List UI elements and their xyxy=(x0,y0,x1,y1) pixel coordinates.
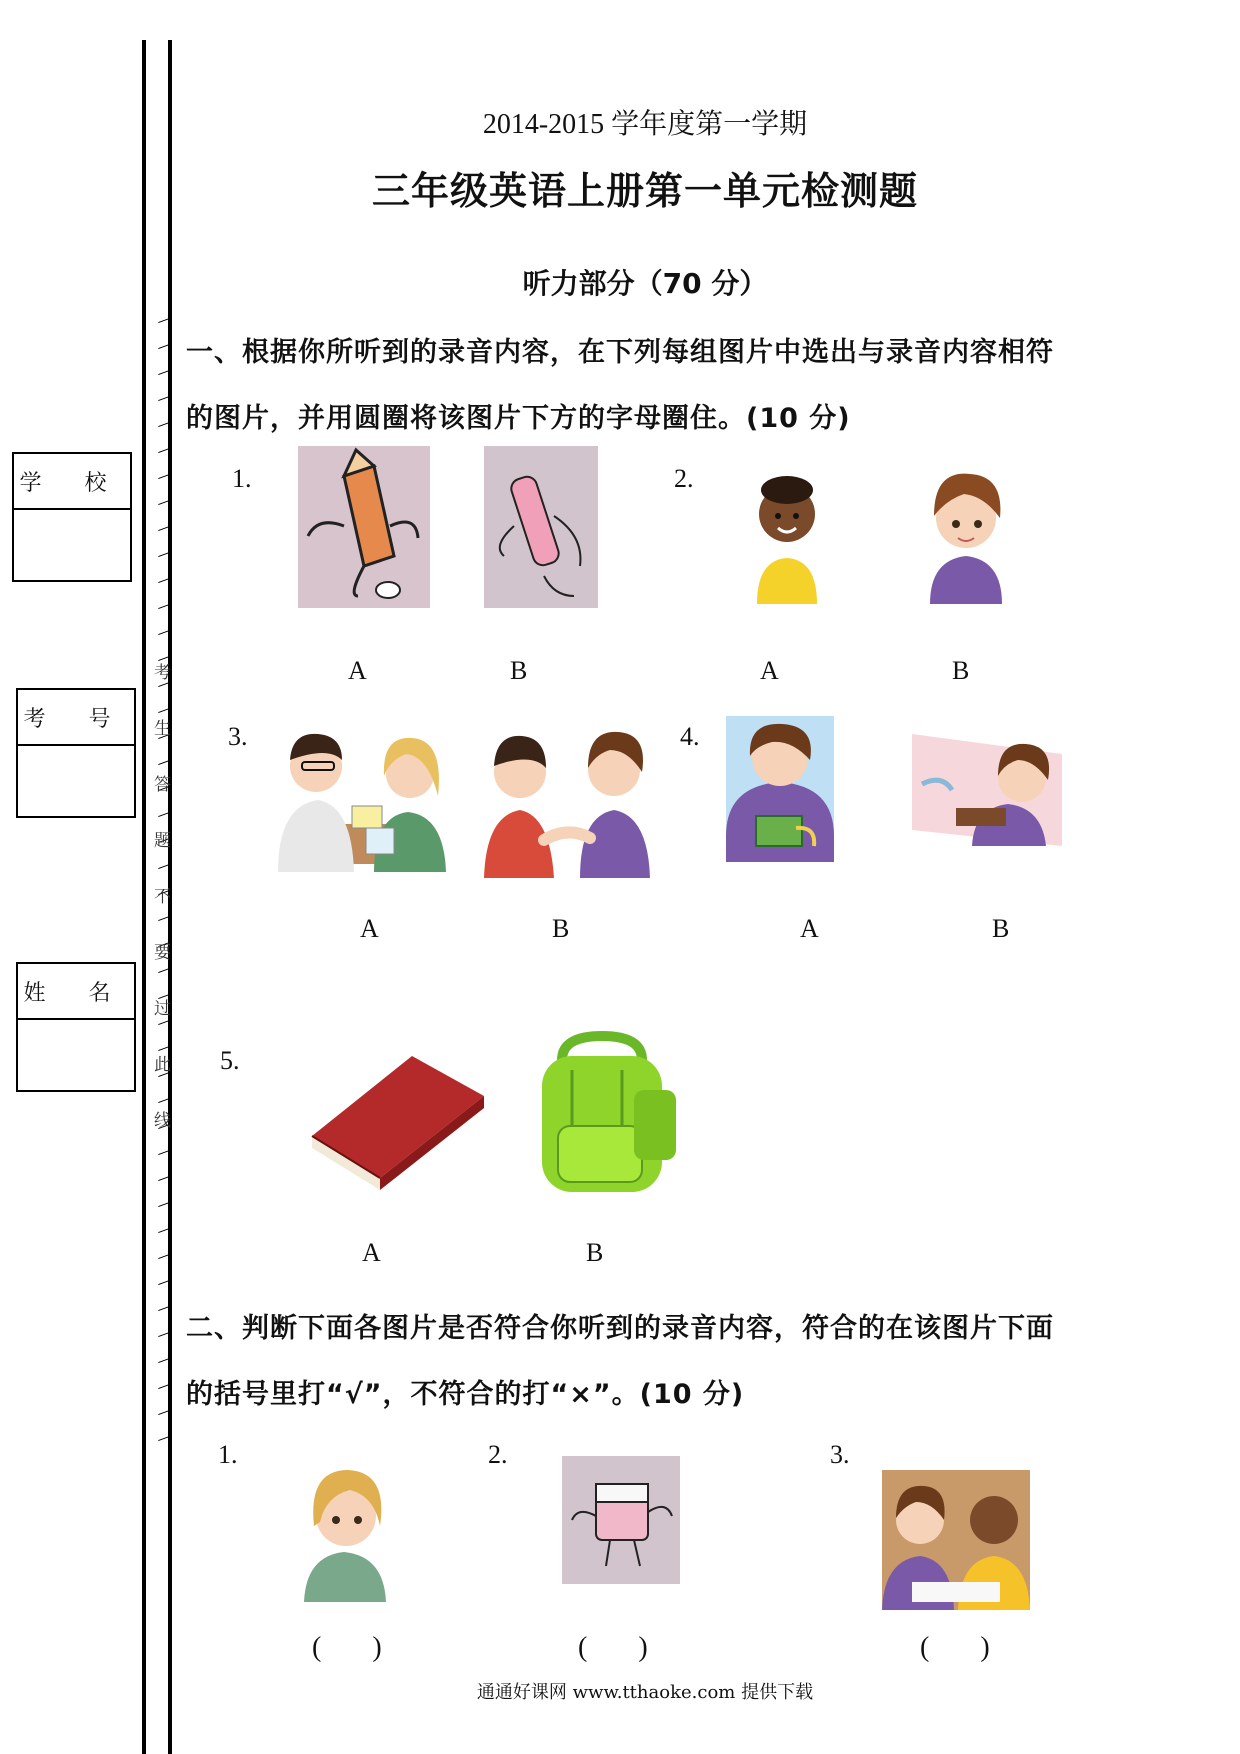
q1-item-number: 3. xyxy=(228,722,248,751)
seal-tick xyxy=(158,1254,170,1259)
q1-option-a[interactable]: A xyxy=(348,656,367,685)
q2-answer-paren[interactable]: ( ) xyxy=(578,1632,670,1663)
seal-tick xyxy=(158,1332,170,1337)
eraser-icon[interactable] xyxy=(562,1456,680,1588)
seal-tick xyxy=(158,630,170,635)
seal-tick xyxy=(158,968,170,973)
seal-tick xyxy=(158,1020,170,1025)
seal-tick xyxy=(158,1098,170,1103)
q1-item-number: 1. xyxy=(232,464,252,493)
seal-char: 答 xyxy=(154,775,171,795)
red-book-icon[interactable] xyxy=(292,1048,484,1194)
q2-item-number: 2. xyxy=(488,1440,508,1469)
boy-purple-icon[interactable] xyxy=(924,460,1008,608)
pencil-icon[interactable] xyxy=(298,446,430,612)
girl-icon[interactable] xyxy=(300,1456,390,1606)
seal-tick xyxy=(158,526,170,531)
q1-option-b[interactable]: B xyxy=(992,914,1010,943)
q1-instruction-line2: 的图片，并用圆圈将该图片下方的字母圈住。(10 分) xyxy=(186,403,851,434)
seal-tick xyxy=(158,1280,170,1285)
q1-option-b[interactable]: B xyxy=(510,656,528,685)
seal-tick xyxy=(158,396,170,401)
q1-option-a[interactable]: A xyxy=(800,914,819,943)
seal-tick xyxy=(158,474,170,479)
seal-char: 要 xyxy=(154,943,171,963)
q1-option-a[interactable]: A xyxy=(360,914,379,943)
pencil-box-icon[interactable] xyxy=(912,734,1062,850)
seal-tick xyxy=(158,1202,170,1207)
exam-title: 三年级英语上册第一单元检测题 xyxy=(371,169,918,213)
seal-tick xyxy=(158,422,170,427)
q1-option-a[interactable]: A xyxy=(760,656,779,685)
handshake-icon[interactable] xyxy=(484,716,650,882)
seal-tick xyxy=(158,916,170,921)
seal-char: 考 xyxy=(154,663,171,683)
seal-tick xyxy=(158,604,170,609)
seal-tick xyxy=(158,344,170,349)
school-box xyxy=(12,452,132,582)
q1-item-number: 5. xyxy=(220,1046,240,1075)
seal-tick xyxy=(158,812,170,817)
exam-number-box xyxy=(16,688,136,818)
q2-instruction-line2: 的括号里打“√”，不符合的打“×”。(10 分) xyxy=(186,1379,745,1410)
seal-tick xyxy=(158,1436,170,1441)
seal-char: 线 xyxy=(154,1111,171,1131)
two-boys-icon[interactable] xyxy=(882,1470,1030,1614)
section-title: 听力部分（70 分） xyxy=(522,267,768,300)
seal-tick xyxy=(158,708,170,713)
seal-tick xyxy=(158,370,170,375)
name-box xyxy=(16,962,136,1092)
school-field[interactable] xyxy=(14,510,130,580)
q1-option-b[interactable]: B xyxy=(952,656,970,685)
q2-item-number: 3. xyxy=(830,1440,850,1469)
seal-char: 不 xyxy=(154,887,171,907)
q2-answer-paren[interactable]: ( ) xyxy=(312,1632,404,1663)
green-backpack-icon[interactable] xyxy=(522,1030,682,1198)
pen-icon[interactable] xyxy=(484,446,598,612)
q2-instruction-line1: 二、判断下面各图片是否符合你听到的录音内容，符合的在该图片下面 xyxy=(186,1313,1054,1344)
seal-tick xyxy=(158,1150,170,1155)
seal-tick xyxy=(158,1358,170,1363)
seal-char: 此 xyxy=(154,1055,171,1075)
school-label: 学 校 xyxy=(14,454,130,510)
q1-option-b[interactable]: B xyxy=(586,1238,604,1267)
seal-tick xyxy=(158,1306,170,1311)
name-label: 姓 名 xyxy=(18,964,134,1020)
footer-credit: 通通好课网 www.tthaoke.com 提供下载 xyxy=(476,1682,814,1703)
seal-tick xyxy=(158,864,170,869)
seal-tick xyxy=(158,1384,170,1389)
q1-option-a[interactable]: A xyxy=(362,1238,381,1267)
q2-answer-paren[interactable]: ( ) xyxy=(920,1632,1012,1663)
seal-tick xyxy=(158,578,170,583)
q1-item-number: 2. xyxy=(674,464,694,493)
seal-tick xyxy=(158,448,170,453)
term-title: 2014-2015 学年度第一学期 xyxy=(482,109,808,140)
seal-char: 题 xyxy=(154,831,171,851)
q1-item-number: 4. xyxy=(680,722,700,751)
seal-tick xyxy=(158,318,170,323)
seal-tick xyxy=(158,1410,170,1415)
seal-tick xyxy=(158,1228,170,1233)
exam-number-label: 考 号 xyxy=(18,690,134,746)
seal-tick xyxy=(158,500,170,505)
q2-item-number: 1. xyxy=(218,1440,238,1469)
seal-tick xyxy=(158,552,170,557)
seal-tick xyxy=(158,1176,170,1181)
teacher-student-icon[interactable] xyxy=(278,716,448,876)
q1-option-b[interactable]: B xyxy=(552,914,570,943)
seal-char: 过 xyxy=(154,999,171,1019)
seal-tick xyxy=(158,760,170,765)
q1-instruction-line1: 一、根据你所听到的录音内容，在下列每组图片中选出与录音内容相符 xyxy=(186,337,1054,368)
open-book-icon[interactable] xyxy=(726,716,834,866)
seal-char: 生 xyxy=(154,719,171,739)
name-field[interactable] xyxy=(18,1020,134,1090)
boy-yellow-icon[interactable] xyxy=(752,460,822,608)
exam-number-field[interactable] xyxy=(18,746,134,816)
